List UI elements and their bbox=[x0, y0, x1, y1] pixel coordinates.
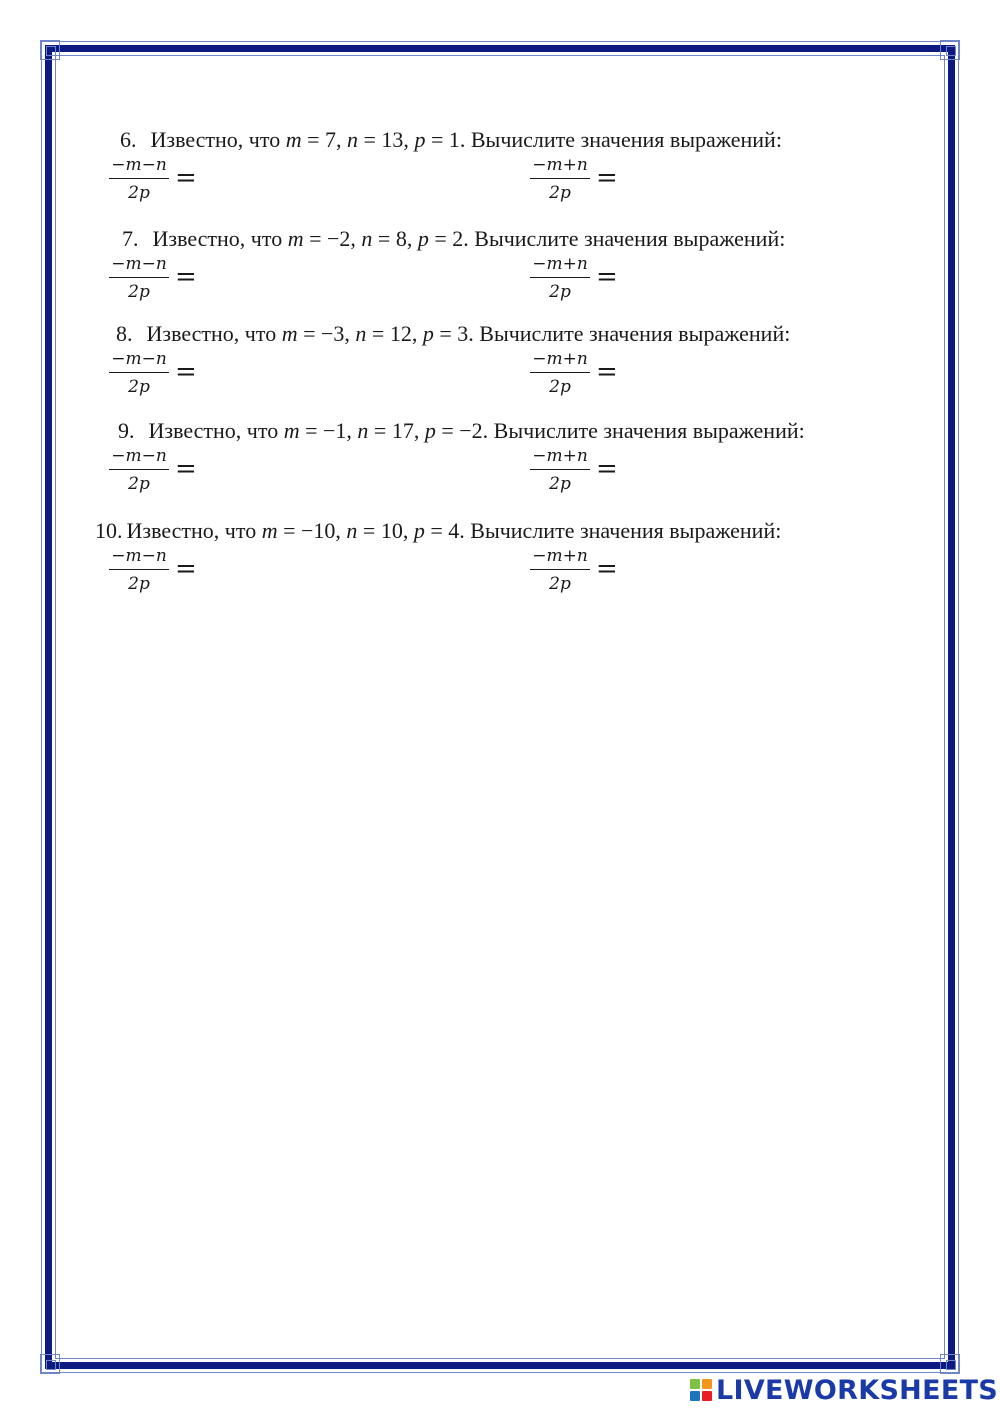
fraction-bar bbox=[109, 372, 169, 373]
variable-m: m bbox=[287, 226, 304, 251]
problem-number: 9. bbox=[118, 418, 135, 443]
fraction-denominator: 2p bbox=[128, 474, 150, 494]
logo-square bbox=[702, 1379, 712, 1389]
p-value: = 2. bbox=[434, 226, 469, 251]
fraction-bar bbox=[530, 469, 590, 470]
m-value: = −3, bbox=[303, 321, 350, 346]
fraction-bar bbox=[530, 372, 590, 373]
equals-sign: = bbox=[596, 554, 618, 584]
fraction bbox=[530, 545, 590, 595]
statement-suffix: Вычислите значения выражений: bbox=[474, 226, 786, 251]
problem-number: 8. bbox=[116, 321, 133, 346]
n-value: = 13, bbox=[363, 127, 409, 152]
p-value: = 3. bbox=[439, 321, 474, 346]
p-value: = 1. bbox=[430, 127, 466, 152]
fraction-numerator: −m−n bbox=[111, 446, 167, 466]
fraction-denominator: 2p bbox=[128, 183, 150, 203]
problem-statement bbox=[95, 517, 781, 545]
equals-sign: = bbox=[596, 163, 618, 193]
equals-sign: = bbox=[175, 357, 197, 387]
statement-prefix: Известно, что bbox=[150, 127, 281, 152]
equals-sign: = bbox=[596, 357, 618, 387]
fraction-bar bbox=[109, 277, 169, 278]
fraction bbox=[530, 445, 590, 495]
problem-number: 6. bbox=[120, 127, 137, 152]
fraction bbox=[109, 545, 169, 595]
fraction-bar bbox=[109, 469, 169, 470]
equals-sign: = bbox=[596, 262, 618, 292]
variable-n: n bbox=[346, 518, 358, 543]
variable-m: m bbox=[283, 418, 300, 443]
statement-prefix: Известно, что bbox=[148, 418, 279, 443]
problem-statement bbox=[118, 417, 805, 445]
variable-p: p bbox=[414, 127, 426, 152]
fraction-denominator: 2p bbox=[128, 574, 150, 594]
statement-suffix: Вычислите значения выражений: bbox=[479, 321, 791, 346]
fraction-numerator: −m−n bbox=[111, 546, 167, 566]
fraction-bar bbox=[109, 569, 169, 570]
fraction-denominator: 2p bbox=[549, 377, 571, 397]
problem-statement bbox=[116, 320, 790, 348]
fraction-numerator: −m+n bbox=[532, 254, 588, 274]
fraction-bar bbox=[530, 277, 590, 278]
n-value: = 10, bbox=[362, 518, 409, 543]
fraction-denominator: 2p bbox=[549, 282, 571, 302]
fraction-numerator: −m+n bbox=[532, 446, 588, 466]
problem-statement bbox=[122, 225, 785, 253]
problem-6 bbox=[0, 126, 1000, 218]
variable-n: n bbox=[355, 321, 367, 346]
fraction-bar bbox=[530, 178, 590, 179]
fraction bbox=[109, 154, 169, 204]
corner-ornament-bottom-right bbox=[940, 1354, 960, 1374]
fraction-denominator: 2p bbox=[549, 474, 571, 494]
m-value: = −10, bbox=[283, 518, 341, 543]
fraction-numerator: −m+n bbox=[532, 349, 588, 369]
n-value: = 8, bbox=[377, 226, 413, 251]
n-value: = 17, bbox=[373, 418, 420, 443]
fraction-numerator: −m+n bbox=[532, 155, 588, 175]
fraction bbox=[109, 348, 169, 398]
problem-10 bbox=[0, 517, 1000, 609]
equals-sign: = bbox=[175, 454, 197, 484]
m-value: = −2, bbox=[309, 226, 356, 251]
variable-p: p bbox=[413, 518, 425, 543]
variable-p: p bbox=[422, 321, 434, 346]
fraction-denominator: 2p bbox=[549, 574, 571, 594]
equals-sign: = bbox=[175, 163, 197, 193]
variable-p: p bbox=[424, 418, 436, 443]
statement-suffix: Вычислите значения выражений: bbox=[470, 127, 782, 152]
variable-m: m bbox=[281, 321, 298, 346]
p-value: = 4. bbox=[430, 518, 465, 543]
problem-number: 7. bbox=[122, 226, 139, 251]
equals-sign: = bbox=[175, 262, 197, 292]
fraction-numerator: −m−n bbox=[111, 349, 167, 369]
variable-m: m bbox=[285, 127, 302, 152]
logo-square bbox=[690, 1391, 700, 1401]
variable-n: n bbox=[347, 127, 359, 152]
fraction-bar bbox=[530, 569, 590, 570]
fraction-denominator: 2p bbox=[549, 183, 571, 203]
variable-n: n bbox=[357, 418, 369, 443]
logo-square bbox=[702, 1391, 712, 1401]
logo-square bbox=[690, 1379, 700, 1389]
logo-text: LIVEWORKSHEETS bbox=[716, 1374, 999, 1406]
equals-sign: = bbox=[175, 554, 197, 584]
fraction bbox=[109, 445, 169, 495]
m-value: = 7, bbox=[307, 127, 342, 152]
logo-squares-icon bbox=[690, 1379, 712, 1401]
statement-suffix: Вычислите значения выражений: bbox=[493, 418, 805, 443]
problem-8 bbox=[0, 320, 1000, 412]
fraction bbox=[530, 154, 590, 204]
variable-p: p bbox=[417, 226, 429, 251]
fraction-bar bbox=[109, 178, 169, 179]
statement-prefix: Известно, что bbox=[146, 321, 277, 346]
n-value: = 12, bbox=[371, 321, 418, 346]
problem-statement bbox=[120, 126, 782, 154]
problem-7 bbox=[0, 225, 1000, 317]
corner-ornament-top-left bbox=[40, 40, 60, 60]
liveworksheets-logo bbox=[690, 1375, 998, 1405]
p-value: = −2. bbox=[441, 418, 489, 443]
statement-suffix: Вычислите значения выражений: bbox=[470, 518, 782, 543]
fraction bbox=[530, 348, 590, 398]
corner-ornament-top-right bbox=[940, 40, 960, 60]
fraction-denominator: 2p bbox=[128, 377, 150, 397]
fraction-numerator: −m+n bbox=[532, 546, 588, 566]
fraction bbox=[530, 253, 590, 303]
statement-prefix: Известно, что bbox=[126, 518, 257, 543]
corner-ornament-bottom-left bbox=[40, 1354, 60, 1374]
problem-9 bbox=[0, 417, 1000, 509]
equals-sign: = bbox=[596, 454, 618, 484]
variable-n: n bbox=[361, 226, 373, 251]
fraction bbox=[109, 253, 169, 303]
statement-prefix: Известно, что bbox=[152, 226, 283, 251]
variable-m: m bbox=[261, 518, 278, 543]
m-value: = −1, bbox=[305, 418, 352, 443]
fraction-numerator: −m−n bbox=[111, 155, 167, 175]
problem-number: 10. bbox=[95, 518, 123, 543]
fraction-denominator: 2p bbox=[128, 282, 150, 302]
fraction-numerator: −m−n bbox=[111, 254, 167, 274]
